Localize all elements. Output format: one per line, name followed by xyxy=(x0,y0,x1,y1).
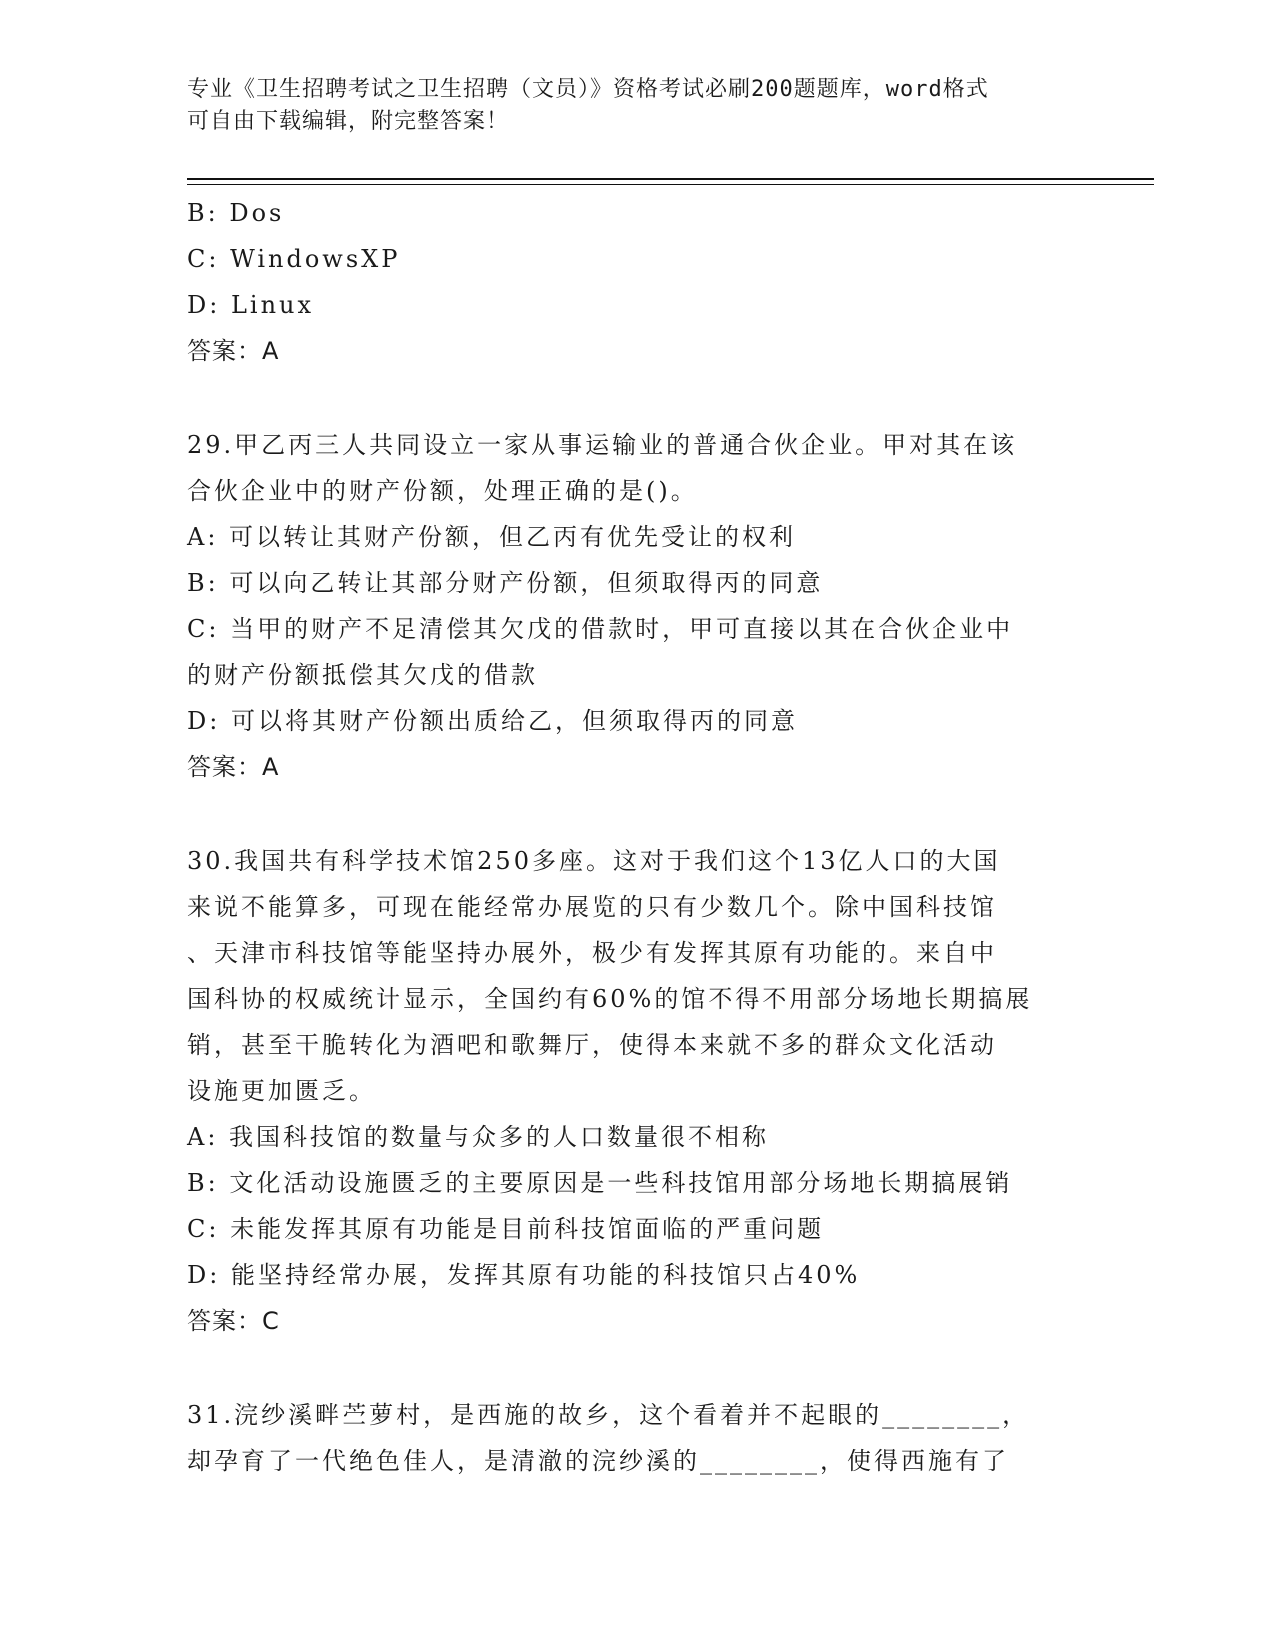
option-a: A: 可以转让其财产份额，但乙丙有优先受让的权利 xyxy=(187,523,797,551)
header-line-2: 可自由下载编辑，附完整答案！ xyxy=(187,109,510,134)
header-line-1: 专业《卫生招聘考试之卫生招聘（文员）》资格考试必刷200题题库，word格式 xyxy=(187,77,989,102)
question-stem-line: 、天津市科技馆等能坚持办展外，极少有发挥其原有功能的。来自中 xyxy=(187,939,997,967)
question-stem-line: 销，甚至干脆转化为酒吧和歌舞厅，使得本来就不多的群众文化活动 xyxy=(187,1031,997,1059)
option-d: D: 可以将其财产份额出质给乙，但须取得丙的同意 xyxy=(187,707,798,735)
option-b: B: 文化活动设施匮乏的主要原因是一些科技馆用部分场地长期搞展销 xyxy=(187,1169,1013,1197)
option-a: A: 我国科技馆的数量与众多的人口数量很不相称 xyxy=(187,1123,770,1151)
option-c: C: WindowsXP xyxy=(187,245,401,273)
question-30 xyxy=(187,838,1087,1344)
answer-label: 答案：A xyxy=(187,753,280,781)
spacer xyxy=(187,1344,1087,1392)
header-divider-thick xyxy=(187,178,1154,180)
header-divider-thin xyxy=(187,184,1154,185)
answer-label: 答案：C xyxy=(187,1307,280,1335)
question-body xyxy=(187,190,1087,1484)
option-c: C: 当甲的财产不足清偿其欠戊的借款时，甲可直接以其在合伙企业中 xyxy=(187,615,1014,643)
option-d: D: 能坚持经常办展，发挥其原有功能的科技馆只占40% xyxy=(187,1261,861,1289)
option-b: B: 可以向乙转让其部分财产份额，但须取得丙的同意 xyxy=(187,569,824,597)
question-29 xyxy=(187,422,1087,790)
question-31 xyxy=(187,1392,1087,1484)
option-c-continued: 的财产份额抵偿其欠戊的借款 xyxy=(187,661,538,689)
option-c: C: 未能发挥其原有功能是目前科技馆面临的严重问题 xyxy=(187,1215,825,1243)
question-stem-line: 31.浣纱溪畔苎萝村，是西施的故乡，这个看着并不起眼的________， xyxy=(187,1401,1030,1429)
spacer xyxy=(187,374,1087,422)
answer-label: 答案：A xyxy=(187,337,280,365)
spacer xyxy=(187,790,1087,838)
question-stem-line: 29.甲乙丙三人共同设立一家从事运输业的普通合伙企业。甲对其在该 xyxy=(187,431,1018,459)
document-header xyxy=(187,74,1087,138)
question-stem-line: 30.我国共有科学技术馆250多座。这对于我们这个13亿人口的大国 xyxy=(187,847,1001,875)
question-stem-line: 合伙企业中的财产份额，处理正确的是()。 xyxy=(187,477,698,505)
question-28 xyxy=(187,190,1087,374)
question-stem-line: 国科协的权威统计显示，全国约有60%的馆不得不用部分场地长期搞展 xyxy=(187,985,1033,1013)
question-stem-line: 却孕育了一代绝色佳人，是清澈的浣纱溪的________，使得西施有了 xyxy=(187,1447,1009,1475)
option-b: B: Dos xyxy=(187,199,285,227)
option-d: D: Linux xyxy=(187,291,315,319)
question-stem-line: 设施更加匮乏。 xyxy=(187,1077,376,1105)
question-stem-line: 来说不能算多，可现在能经常办展览的只有少数几个。除中国科技馆 xyxy=(187,893,997,921)
